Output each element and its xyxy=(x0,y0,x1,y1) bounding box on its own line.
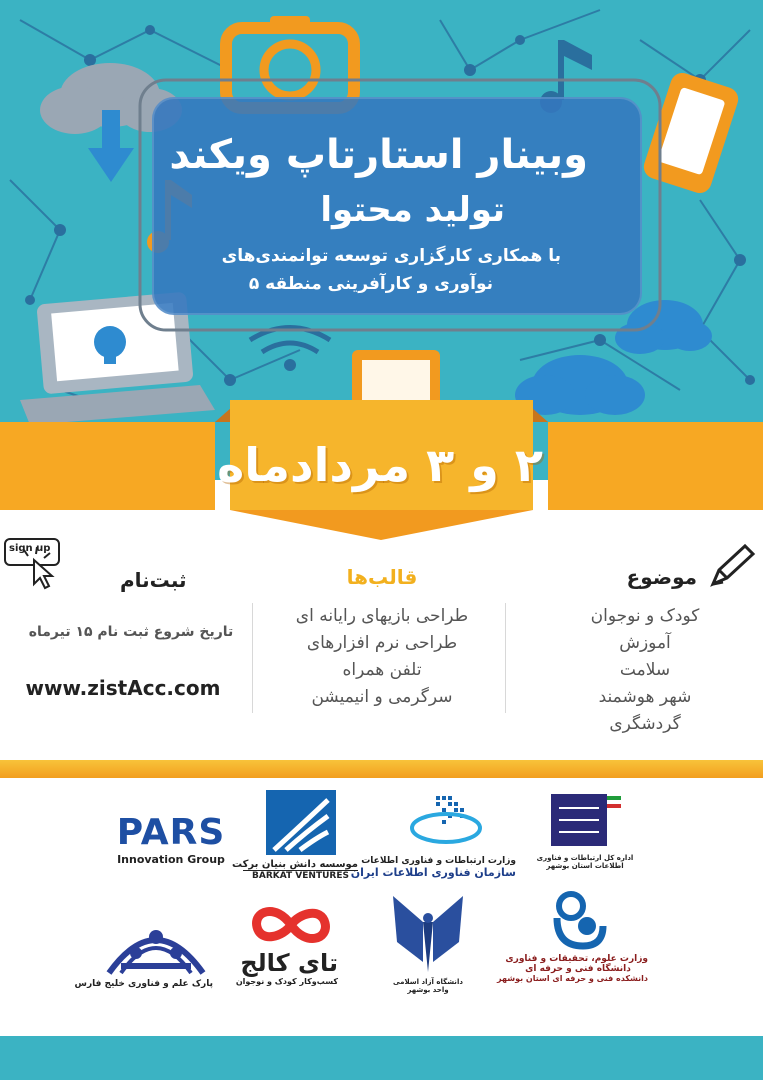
format-item: طراحی بازیهای رایانه ای xyxy=(295,606,469,626)
tayo-college-logo xyxy=(235,905,338,986)
barkat-emblem xyxy=(266,790,336,855)
barkat-fa-name: موسسه دانش بنیان برکت xyxy=(231,859,358,870)
download-arrow-icon xyxy=(88,148,134,182)
tayo-emblem xyxy=(251,905,331,945)
format-item: تلفن همراه xyxy=(342,660,422,680)
pencil-icon xyxy=(705,542,757,592)
camera-icon xyxy=(226,16,354,108)
topic-item: شهر هوشمند xyxy=(598,687,692,707)
section-stripe xyxy=(0,760,763,778)
ict-globe-icon xyxy=(406,792,486,852)
footer-band xyxy=(0,1036,763,1080)
tayo-college-tagline: کسب‌وکار کودک و نوجوان xyxy=(235,977,338,986)
tvu-logo xyxy=(496,890,648,983)
event-date: ۲ و ۳ مردادماه xyxy=(217,438,543,492)
science-park-name: پارک علم و فناوری خلیج فارس xyxy=(74,979,213,989)
signup-badge[interactable] xyxy=(4,538,60,572)
lightbulb-icon xyxy=(94,326,126,358)
phone-icon xyxy=(641,70,742,196)
formats-heading: قالب‌ها xyxy=(346,565,418,589)
science-park-emblem xyxy=(101,915,211,975)
pars-logo xyxy=(110,812,232,866)
ict-emblem xyxy=(547,790,623,850)
tvu-faculty: دانشکده فنی و حرفه ای استان بوشهر xyxy=(496,974,648,983)
topic-item: کودک و نوجوان xyxy=(590,606,700,626)
azad-university-branch: واحد بوشهر xyxy=(407,986,449,994)
ict-provincial-logo xyxy=(530,790,640,870)
tvu-university: دانشگاه فنی و حرفه ای xyxy=(525,964,631,974)
ict-provincial-name: اداره کل ارتباطات و فناوری اطلاعات استان بوشهر xyxy=(536,854,634,870)
partnership-line-2: نوآوری و کارآفرینی منطقه ۵ xyxy=(248,274,493,294)
column-divider xyxy=(505,603,506,713)
formats-column xyxy=(262,565,502,711)
tvu-emblem xyxy=(543,890,613,950)
event-title: وبینار استارتاپ ویکند xyxy=(169,132,588,178)
topic-item: آموزش xyxy=(619,633,671,653)
azad-university-name: دانشگاه آزاد اسلامی xyxy=(393,978,463,986)
registration-heading: ثبت‌نام xyxy=(120,568,187,592)
barkat-logo xyxy=(231,790,358,881)
format-item: سرگرمی و انیمیشن xyxy=(311,687,453,707)
science-park-logo xyxy=(74,915,213,989)
ict-org-name: سازمان فناوری اطلاعات ایران xyxy=(350,866,516,879)
website-link[interactable]: www.zistAcc.com xyxy=(25,676,221,700)
topics-heading: موضوع xyxy=(626,565,697,589)
registration-start-date: تاریخ شروع ثبت نام ۱۵ تیرماه xyxy=(28,624,234,640)
topic-item: گردشگری xyxy=(609,714,681,734)
pars-wordmark: PARS xyxy=(116,812,226,853)
tayo-college-name: تای کالج xyxy=(240,949,338,977)
signup-label: sign up xyxy=(9,543,51,554)
ict-ministry-name: وزارت ارتباطات و فناوری اطلاعات xyxy=(361,856,516,866)
partnership-line-1: با همکاری کارگزاری توسعه توانمندی‌های xyxy=(221,246,561,266)
barkat-en-name: BARKAT VENTURES xyxy=(243,870,358,881)
topic-item: سلامت xyxy=(619,660,671,680)
azad-emblem xyxy=(389,892,467,974)
column-divider xyxy=(252,603,253,713)
ict-org-logo xyxy=(350,792,516,879)
tvu-ministry: وزارت علوم، تحقیقات و فناوری xyxy=(505,954,648,964)
event-subtitle: تولید محتوا xyxy=(320,190,505,230)
pars-tagline: Innovation Group xyxy=(117,853,225,866)
azad-university-logo xyxy=(388,892,468,994)
format-item: طراحی نرم افزارهای xyxy=(306,633,458,653)
topics-column xyxy=(585,565,705,738)
